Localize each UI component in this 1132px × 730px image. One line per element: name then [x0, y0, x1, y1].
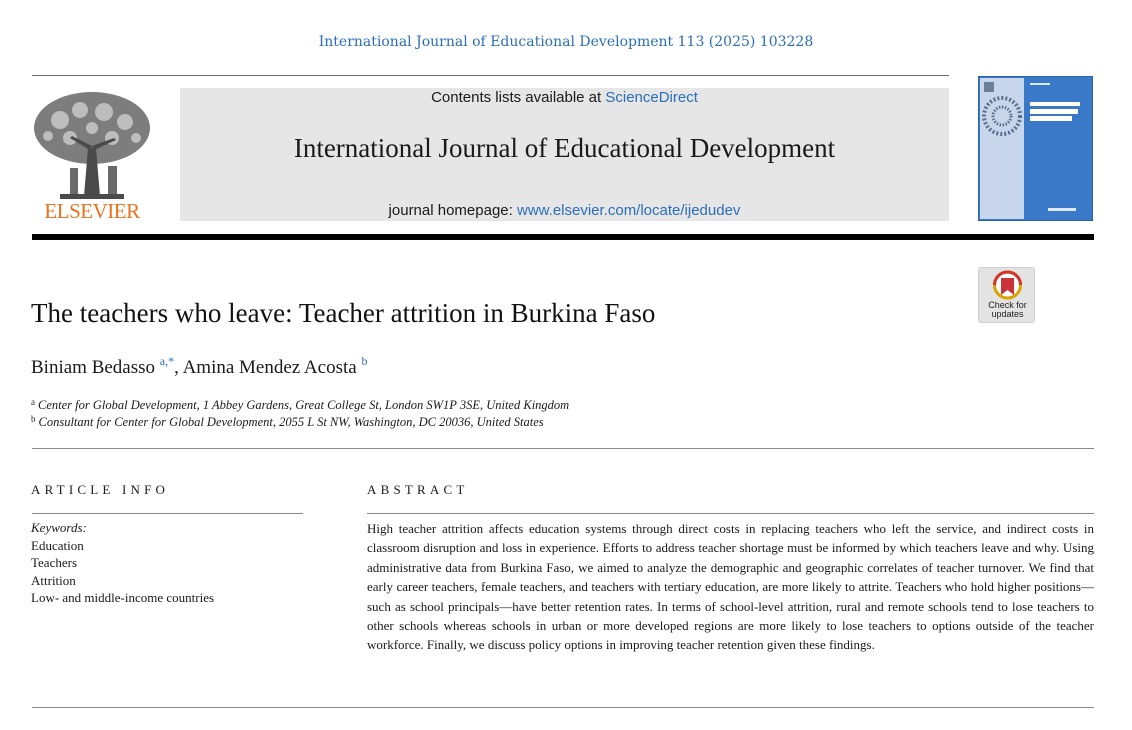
abstract-heading: ABSTRACT [367, 482, 469, 497]
check-updates-line2: updates [991, 309, 1024, 319]
publisher-wordmark [30, 199, 154, 224]
author-separator: , [174, 357, 179, 378]
article-info-divider [32, 513, 303, 514]
check-updates-label [979, 301, 1036, 319]
affiliation-a [31, 397, 569, 413]
bottom-divider [32, 707, 1094, 708]
keyword-item: Teachers [31, 555, 78, 570]
keyword-item: Education [31, 537, 84, 553]
crossmark-icon [979, 268, 1036, 302]
author-name[interactable]: Amina Mendez Acosta [182, 357, 357, 378]
publisher-name: ELSEVIER [44, 199, 140, 223]
author-list [31, 354, 367, 379]
check-for-updates-button[interactable] [978, 267, 1035, 323]
affiliation-text: Consultant for Center for Global Development, 2055 L St NW, Washington, DC 20036, United States [38, 415, 544, 429]
author-name[interactable]: Biniam Bedasso [31, 357, 156, 378]
check-updates-line1: Check for [988, 300, 1027, 310]
article-title: The teachers who leave: Teacher attrition in Burkina Faso [31, 298, 656, 328]
abstract-text: High teacher attrition affects education systems through direct costs in replacing teachers who left the service, and indirect costs in classroom disruption and loss in experience. Efforts to address teacher shortage must be informed by which teachers leave and why. Using administrative data from Burkina Faso, we aimed to analyze the demographic and geographic correlates of teacher turnover. We find that early career teachers, female teachers, and teachers with tertiary education, are more likely to attrite. Teachers who hold higher positions—such as school principals—have better retention rates. In terms of school-level attrition, rural and remote schools tend to lose teachers to other schools whereas schools in urban or more developed regions are more likely to lose teachers to options outside of the teacher workforce. Finally, we discuss policy options in improving teacher retention given these findings. [367, 521, 1094, 653]
keyword-item: Attrition [31, 572, 76, 588]
citation-text[interactable]: International Journal of Educational Development 113 (2025) 103228 [318, 34, 814, 50]
abstract-divider [367, 513, 1094, 514]
sciencedirect-link[interactable]: ScienceDirect [605, 89, 698, 106]
journal-cover-thumbnail[interactable] [978, 76, 1093, 221]
journal-homepage-link[interactable]: www.elsevier.com/locate/ijedudev [516, 202, 741, 219]
journal-title: International Journal of Educational Development [293, 133, 836, 163]
affiliation-text: Center for Global Development, 1 Abbey Gardens, Great College St, London SW1P 3SE, United Kingdom [38, 398, 570, 412]
divider [32, 448, 1094, 449]
homepage-prefix: journal homepage: [388, 202, 513, 219]
keyword-item: Low- and middle-income countries [31, 590, 215, 605]
keywords-block [31, 519, 214, 607]
affiliation-mark: a [31, 397, 35, 407]
author-affiliation-mark[interactable]: a,* [159, 354, 175, 368]
article-info-heading: ARTICLE INFO [31, 482, 170, 497]
journal-citation[interactable] [0, 34, 1132, 50]
affiliation-b [31, 414, 544, 430]
affiliation-mark: b [31, 414, 36, 424]
header-thick-divider [32, 234, 1094, 240]
homepage-line [180, 202, 949, 219]
top-divider [32, 75, 949, 76]
contents-prefix: Contents lists available at [431, 89, 602, 106]
author-affiliation-mark[interactable]: b [361, 354, 368, 368]
contents-line [180, 89, 949, 106]
keywords-label: Keywords: [31, 520, 87, 535]
